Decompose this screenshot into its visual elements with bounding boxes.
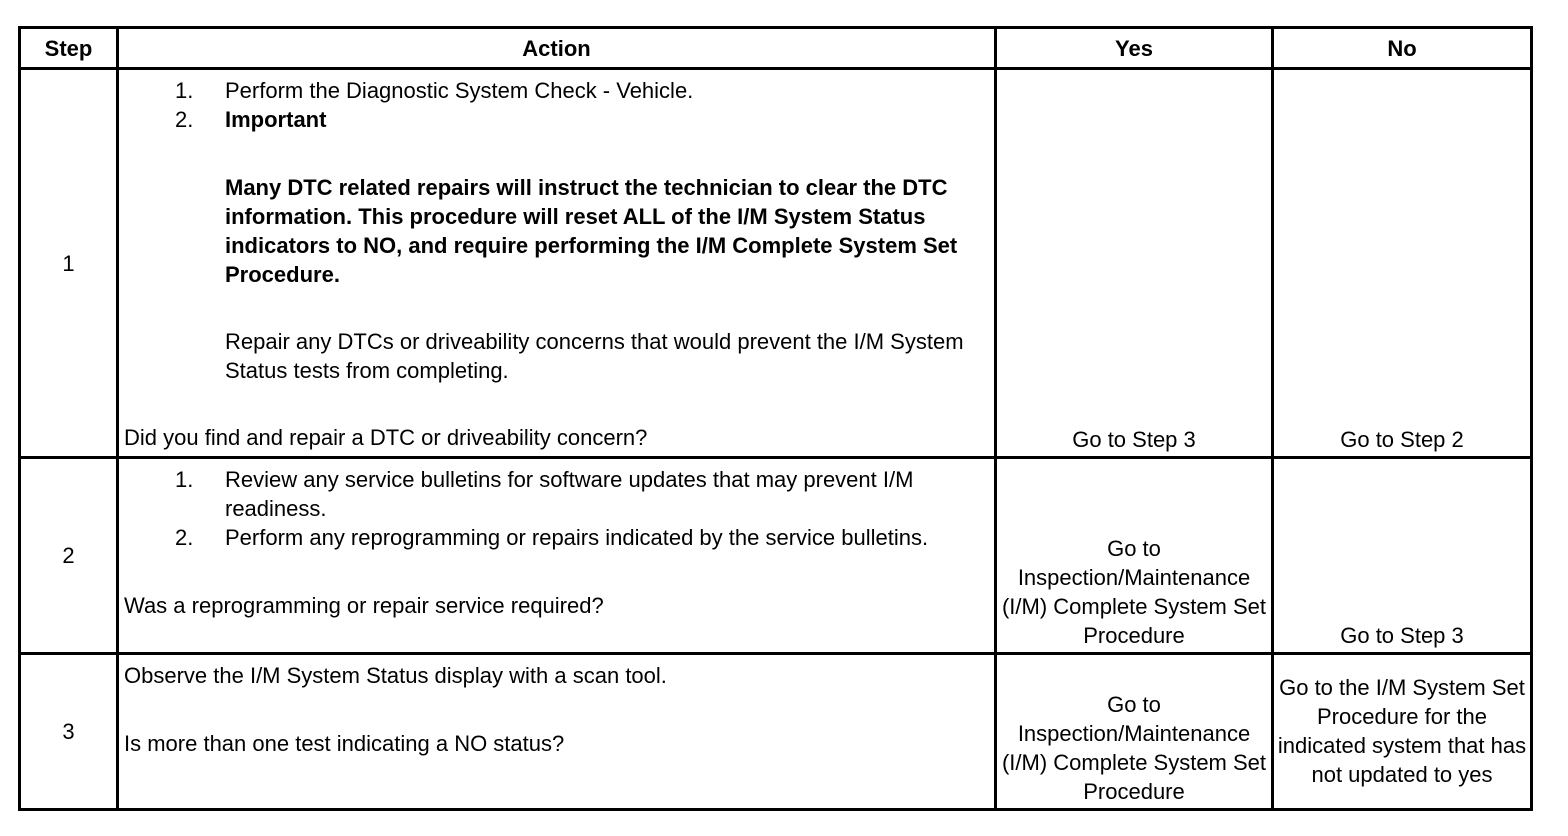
list-item-number: 1. (175, 467, 194, 492)
header-no: No (1273, 28, 1532, 69)
yes-result: Go to Inspection/Maintenance (I/M) Complete System Set Procedure (996, 654, 1273, 810)
yes-result: Go to Step 3 (996, 69, 1273, 458)
list-item-text: Perform the Diagnostic System Check - Vehicle. (225, 78, 694, 103)
step-number: 2 (20, 458, 118, 654)
table-row (20, 654, 1532, 810)
observe-instruction: Observe the I/M System Status display with a scan tool. (124, 663, 667, 688)
list-item (124, 465, 990, 523)
header-yes: Yes (996, 28, 1273, 69)
list-item-text: Review any service bulletins for software updates that may prevent I/M readiness. (225, 467, 914, 521)
list-item-text: Perform any reprogramming or repairs indicated by the service bulletins. (225, 525, 929, 550)
step-question: Was a reprogramming or repair service required? (124, 593, 604, 618)
repair-instruction: Repair any DTCs or driveability concerns that would prevent the I/M System Status tests from completing. (225, 329, 964, 383)
action-cell (118, 69, 996, 458)
no-result: Go to Step 2 (1273, 69, 1532, 458)
no-result: Go to Step 3 (1273, 458, 1532, 654)
action-list (124, 465, 990, 552)
list-item (124, 105, 990, 134)
list-item-number: 1. (175, 78, 194, 103)
list-item-number: 2. (175, 107, 194, 132)
step-question: Is more than one test indicating a NO status? (124, 731, 565, 756)
action-cell (118, 654, 996, 810)
action-list (124, 76, 990, 134)
important-note: Many DTC related repairs will instruct the technician to clear the DTC information. This procedure will reset ALL of the I/M System Status indicators to NO, and require performing the I/M Complete System Set Procedure. (225, 175, 958, 287)
important-label: Important (225, 107, 327, 132)
table-row (20, 69, 1532, 458)
yes-result: Go to Inspection/Maintenance (I/M) Complete System Set Procedure (996, 458, 1273, 654)
action-cell (118, 458, 996, 654)
header-action: Action (118, 28, 996, 69)
step-question: Did you find and repair a DTC or driveability concern? (124, 425, 648, 450)
no-result: Go to the I/M System Set Procedure for the indicated system that has not updated to yes (1273, 654, 1532, 810)
header-row (20, 28, 1532, 69)
list-item-number: 2. (175, 525, 194, 550)
header-step: Step (20, 28, 118, 69)
table-row (20, 458, 1532, 654)
step-number: 1 (20, 69, 118, 458)
list-item (124, 523, 990, 552)
step-number: 3 (20, 654, 118, 810)
list-item (124, 76, 990, 105)
diagnostic-table (18, 26, 1533, 811)
